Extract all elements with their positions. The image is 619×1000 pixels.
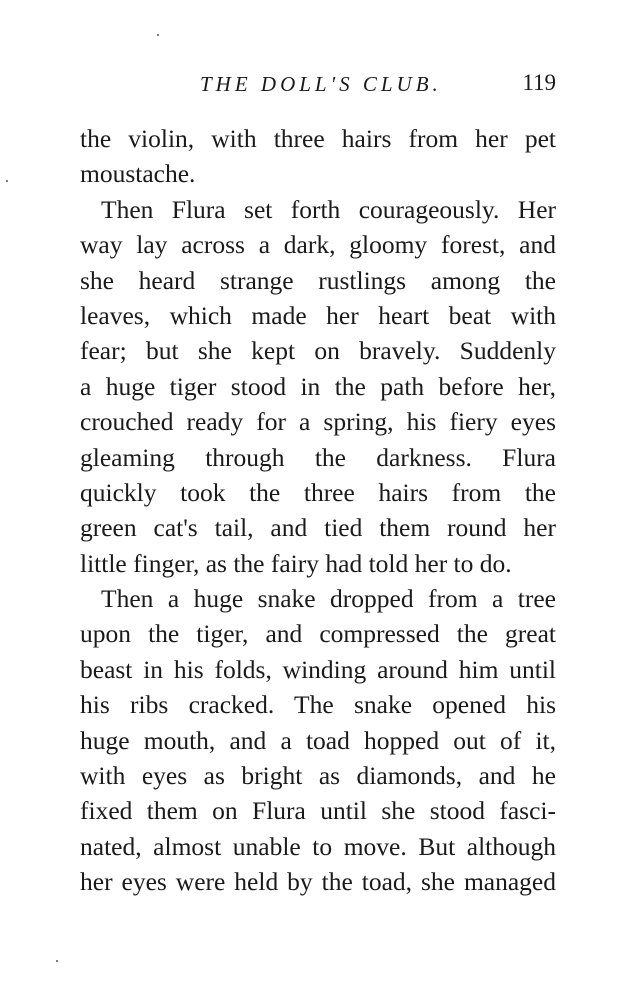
- text-line: green cat's tail, and tied them round her: [80, 513, 556, 543]
- text-line: nated, almost unable to move. But although: [80, 831, 556, 861]
- text-line: upon the tiger, and compressed the great: [80, 619, 556, 649]
- paper-speck: [6, 180, 8, 182]
- paper-speck: [157, 34, 159, 36]
- text-line: she heard strange rustlings among the: [80, 265, 556, 295]
- text-line: her eyes were held by the toad, she managed: [80, 867, 556, 897]
- text-line: quickly took the three hairs from the: [80, 477, 556, 507]
- text-line: a huge tiger stood in the path before her,: [80, 371, 556, 401]
- text-line: Then Flura set forth courageously. Her: [101, 194, 556, 224]
- text-line: beast in his folds, winding around him until: [80, 654, 556, 684]
- text-line: fear; but she kept on bravely. Suddenly: [80, 336, 556, 366]
- text-line: his ribs cracked. The snake opened his: [80, 690, 556, 720]
- text-line: the violin, with three hairs from her pet: [80, 124, 556, 153]
- text-line: leaves, which made her heart beat with: [80, 300, 556, 330]
- text-line: moustache.: [80, 159, 196, 189]
- running-head: [80, 72, 560, 102]
- text-line: fixed them on Flura until she stood fasci-: [80, 796, 556, 826]
- text-line: Then a huge snake dropped from a tree: [101, 584, 556, 614]
- running-title: THE DOLL'S CLUB.: [200, 72, 442, 96]
- page-number: 119: [522, 70, 556, 95]
- paper-speck: [56, 960, 58, 962]
- text-line: with eyes as bright as diamonds, and he: [80, 761, 556, 791]
- text-line: huge mouth, and a toad hopped out of it,: [80, 725, 556, 755]
- text-line: gleaming through the darkness. Flura: [80, 442, 556, 472]
- text-line: little finger, as the fairy had told her to do.: [80, 548, 512, 578]
- text-line: way lay across a dark, gloomy forest, and: [80, 230, 556, 260]
- text-line: crouched ready for a spring, his fiery eyes: [80, 407, 556, 437]
- body-text: [80, 121, 556, 900]
